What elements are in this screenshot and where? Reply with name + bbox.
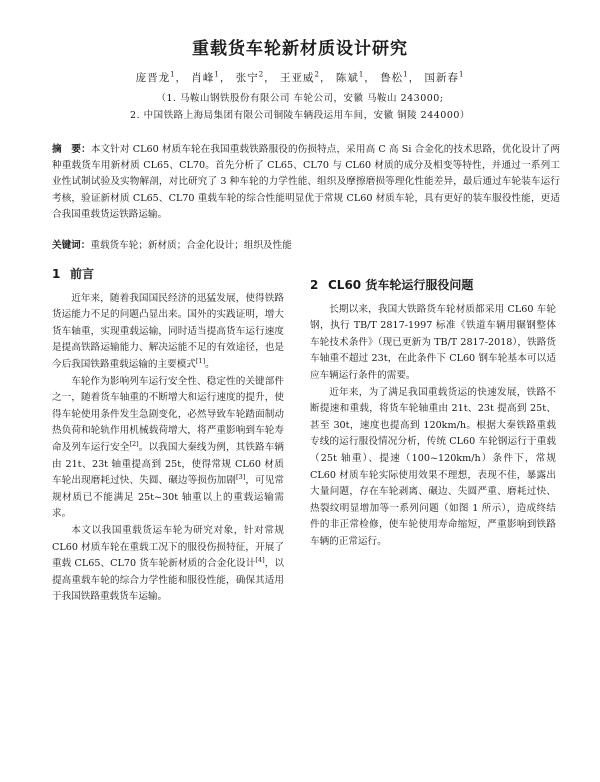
author: 庞晋龙$^1$，: [135, 70, 188, 84]
paragraph: 车轮作为影响列车运行安全性、稳定性的关键部件之一，随着货车轴重的不断增大和运行速度的提升，使得车轮使用条件发生急剧变化，必然导致车轮踏面制动热负荷和轮轨作用机械载荷增大，将严重影响到车轮寿命及列车运行安全[2]。以我国大秦线为例，其铁路车辆由 21t、23t 轴重提高到 25t，使得常规 CL60 材质车轮出现磨耗过快、失圆、碾边等损伤加剧[3]，可见常规材质已不能满足 25t~30t 轴重以上的重载运输需求。: [52, 375, 285, 520]
author-list: [0, 70, 600, 85]
paper-title: 重载货车轮新材质设计研究: [192, 39, 408, 59]
abstract-label: 摘 要：: [52, 144, 91, 155]
paragraph: 本文以我国重载货运车轮为研究对象，针对常规 CL60 材质车轮在重载工况下的服役伤损特征，开展了重载 CL65、CL70 货车轮新材质的合金化设计[4]，以提高重载车轮的综合力学性能和服役性能，确保其适用于我国铁路重载货车运输。: [52, 524, 285, 603]
section-heading: 2 CL60 货车轮运行服役问题: [310, 278, 474, 292]
keywords: [52, 237, 560, 251]
author: 张宁$^2$，: [235, 70, 276, 84]
section-heading: 1 前言: [52, 267, 95, 281]
affiliation-2: 2. 中国铁路上海局集团有限公司铜陵车辆段运用车间，安徽 铜陵 244000）: [130, 110, 470, 121]
abstract-text: 本文针对 CL60 材质车轮在我国重载铁路服役的伤损特点，采用高 C 高 Si 合金化的技术思路，优化设计了两种重载货车用新材质 CL65、CL70。首先分析了 CL65、CL70 与 CL60 材质的成分及相变等特性，并通过一系列工业性试制试验及实物解剖，对比研究了 3 种车轮的力学性能、组织及摩擦磨损等理化性能差异，最后通过车轮装车运行考核，验证新材质 CL65、CL70 重载车轮的综合性能明显优于常规 CL60 材质车轮，具有更好的装车服役性能，更适合我国重载货运铁路运输。: [52, 144, 561, 220]
right-column: [310, 277, 556, 551]
author: 肖峰$^1$，: [191, 70, 232, 84]
paragraph: 近年来，为了满足我国重载货运的快速发展，铁路不断提速和重载，将货车轮轴重由 21t、23t 提高到 25t、甚至 30t，速度也提高到 120km/h。根据大秦铁路重载专线的运行服役情况分析，传统 CL60 车轮钢运行于重载（25t 轴重）、提速（100~120km/h）条件下，常规 CL60 材质车轮实际使用效果不理想，表现不佳，暴露出大量问题，存在车轮剥离、碾边、失圆严重、磨耗过快、热裂纹明显增加等一系列问题（如图 1 所示），造成终结件的非正常检修，使车轮使用寿命缩短，严重影响到铁路车辆的正常运行。: [310, 386, 556, 547]
author: 鲁松$^1$，: [380, 70, 421, 84]
left-column: [52, 266, 284, 606]
author: 王亚威$^2$，: [280, 70, 332, 84]
author: 陈斌$^1$，: [335, 70, 376, 84]
affiliation-1: （1. 马鞍山钢铁股份有限公司 车轮公司，安徽 马鞍山 243000;: [156, 93, 444, 104]
paragraph: 长期以来，我国大铁路货车轮材质都采用 CL60 车轮钢，执行 TB/T 2817-1997 标准《铁道车辆用辗钢整体车轮技术条件》（现已更新为 TB/T 2817-2018），铁路货车轴重不超过 23t，在此条件下 CL60 钢车轮基本可以适应车辆运行条件的需要。: [310, 303, 556, 381]
keywords-text: 重载货车轮；新材质；合金化设计；组织及性能: [90, 240, 292, 251]
keywords-label: 关键词：: [52, 240, 91, 251]
author: 国新春$^1$: [424, 70, 465, 84]
abstract: [52, 142, 560, 223]
paragraph: 近年来，随着我国国民经济的迅猛发展，使得铁路货运能力不足的问题凸显出来。国外的实践证明，增大货车轴重，实现重载运输，同时适当提高货车运行速度是提高铁路运输能力、解决运能不足的有效途径，也是今后我国铁路重载运输的主要模式[1]。: [52, 292, 284, 370]
